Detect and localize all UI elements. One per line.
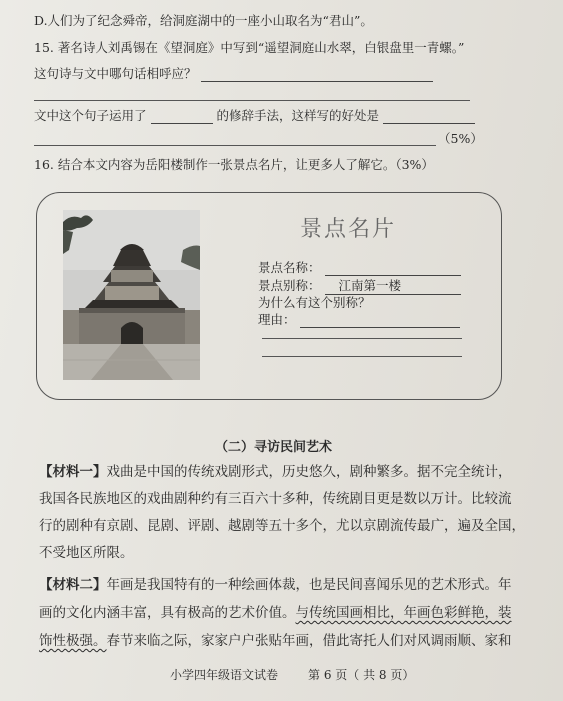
card-reason-line-3[interactable] [262, 356, 462, 357]
card-why-label: 为什么有这个别称？ [258, 295, 371, 310]
card-alias-label: 景点别称： [258, 278, 321, 293]
footer-page-number: 第 6 页（ 共 8 页） [308, 668, 415, 682]
q15-benefit-blank[interactable] [383, 111, 475, 124]
q15-score: （5%） [438, 131, 483, 146]
material2-line2 [39, 603, 512, 623]
q15-line3 [34, 108, 475, 124]
section-title: （二）寻访民间艺术 [215, 440, 333, 455]
q15-answer-blank[interactable] [201, 69, 433, 82]
material2-wavy-2: 饰性极强。 [39, 633, 107, 649]
material1-tag: 【材料一】 [39, 464, 107, 480]
card-name-row [258, 258, 461, 276]
material2-text2a: 画的文化内涵丰富，具有极高的艺术价值。 [39, 605, 296, 621]
q15-line3-b: 的修辞手法，这样写的好处是 [216, 108, 379, 123]
material1-line1 [39, 462, 512, 482]
material2-text3b: 春节来临之际，家家户户张贴年画，借此寄托人们对风调雨顺、家和 [106, 633, 512, 649]
card-name-blank[interactable] [325, 263, 461, 276]
material2-line3 [39, 631, 512, 651]
q16-text: 16. 结合本文内容为岳阳楼制作一张景点名片，让更多人了解它。（3%） [34, 157, 434, 172]
material1-text1: 戏曲是中国的传统戏剧形式，历史悠久，剧种繁多。据不完全统计， [106, 464, 512, 480]
card-title: 景点名片 [300, 217, 397, 242]
card-reason-row [258, 310, 460, 328]
card-name-label: 景点名称： [258, 260, 321, 275]
footer-exam-title: 小学四年级语文试卷 [170, 668, 279, 682]
material1-line4: 不受地区所限。 [39, 545, 134, 561]
card-reason-line-2[interactable] [262, 338, 462, 339]
material2-line1 [39, 575, 512, 595]
q15-prompt: 这句诗与文中哪句话相呼应？ [34, 66, 197, 81]
card-reason-label: 理由： [258, 312, 296, 327]
q15-rhetoric-blank[interactable] [151, 111, 213, 124]
material2-wavy-1: 与传统国画相比，年画色彩鲜艳，装 [295, 605, 512, 621]
material1-line2: 我国各民族地区的戏曲剧种约有三百六十多种，传统剧目更是数以万计。比较流 [39, 491, 512, 507]
material2-tag: 【材料二】 [39, 577, 107, 593]
material2-text1: 年画是我国特有的一种绘画体裁，也是民间喜闻乐见的艺术形式。年 [106, 577, 512, 593]
option-d: D.人们为了纪念舜帝，给洞庭湖中的一座小山取名为“君山”。 [34, 13, 373, 28]
q15-line3-a: 文中这个句子运用了 [34, 108, 147, 123]
q15-line2 [34, 66, 433, 82]
yueyang-tower-photo [63, 210, 200, 380]
material1-line3: 行的剧种有京剧、昆剧、评剧、越剧等五十多个，尤以京剧流传最广，遍及全国， [39, 518, 525, 534]
card-reason-blank[interactable] [300, 315, 460, 328]
q15-answer-line-2[interactable] [34, 100, 470, 101]
card-alias-value: 江南第一楼 [325, 276, 461, 295]
q15-line1: 15. 著名诗人刘禹锡在《望洞庭》中写到“遥望洞庭山水翠，白银盘里一青螺。” [34, 40, 465, 55]
q15-answer-line-4[interactable] [34, 145, 436, 146]
